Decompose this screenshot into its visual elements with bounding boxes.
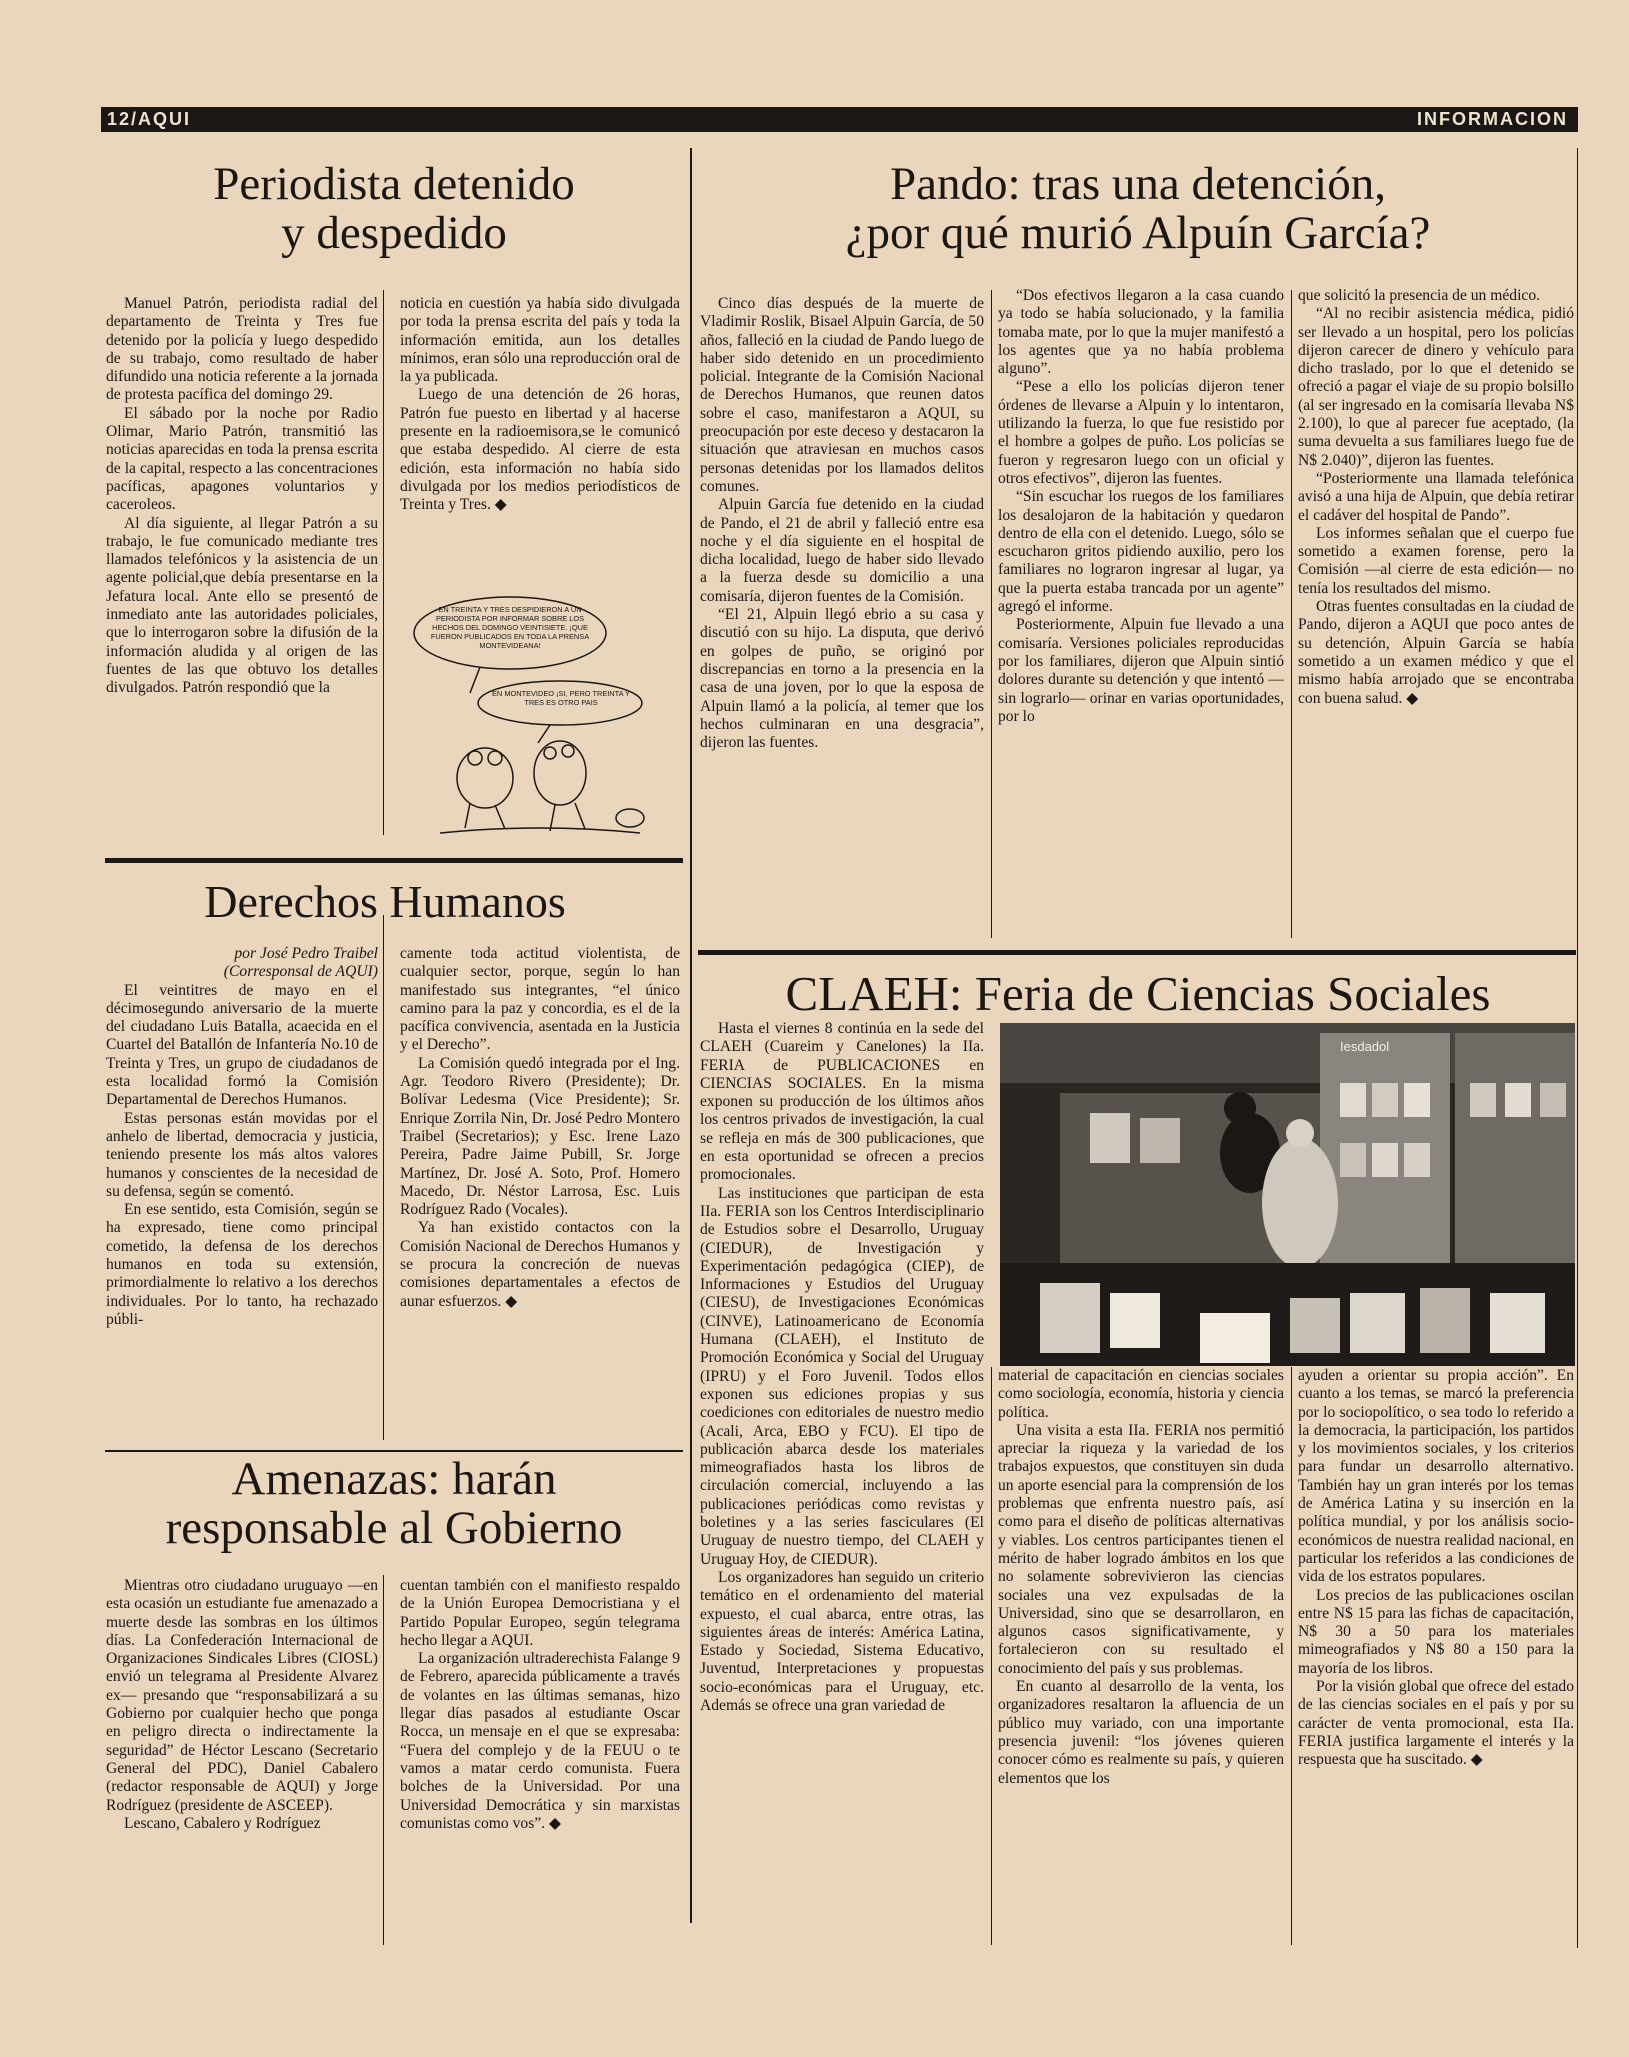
cartoon-speech-1: EN TREINTA Y TRES DESPIDIERON A UN PERIODISTA POR INFORMAR SOBRE LOS HECHOS DEL DOMINGO VEINTISIETE. ¡QUE FUERON PUBLICADOS EN TODA LA PRENSA MONTEVIDEANA! bbox=[430, 605, 590, 650]
paragraph: La Comisión quedó integrada por el Ing. Agr. Teodoro Rivero (Presidente); Dr. Bolívar Ledesma (Vice Presidente); Sr. Enrique Zorrila Nin, Dr. José Pedro Montero Traibel (Secretarios); y Esc. Irene Lazo Pereira, Padre Jaime Pubill, Sr. Jorge Martínez, Dr. José A. Soto, Prof. Homero Macedo, Dr. Néstor Larrosa, Esc. Luis Rodríguez Rado (Vocales). bbox=[400, 1054, 680, 1219]
article-column bbox=[1298, 1367, 1574, 1945]
column-divider bbox=[383, 290, 384, 835]
paragraph: Ya han existido contactos con la Comisión Nacional de Derechos Humanos y se procura la concreción de nuevas comisiones departamentales a efectos de aunar esfuerzos. ◆ bbox=[400, 1219, 680, 1310]
column-divider bbox=[383, 1575, 384, 1945]
section-rule bbox=[105, 1450, 683, 1452]
paragraph: cuentan también con el manifiesto respaldo de la Unión Europea Democristiana y el Partido Popular Europeo, según telegrama hecho llegar a AQUI. bbox=[400, 1577, 680, 1649]
paragraph: Una visita a esta IIa. FERIA nos permitió apreciar la riqueza y la variedad de los trabajos expuestos, que constituyen sin duda un aporte esencial para la comprensión de los problemas que enfrenta nuestro país, así como para el diseño de políticas alternativas y viables. Los centros participantes tienen el mérito de haber logrado ámbitos en los que no solamente sobrevivieron las ciencias sociales una vez expulsadas de la Universidad, sino que se desarrollaron, en algunos casos significativamente, y fortalecieron con su resultado el conocimiento del país y sus problemas. bbox=[998, 1421, 1284, 1677]
paragraph: “El 21, Alpuin llegó ebrio a su casa y discutió con su hijo. La disputa, que derivó en golpes de puño, se originó por discrepancias en torno a la presencia en la casa de una joven, por lo que la esposa de Alpuin llamó a la policía, al temer que los hechos culminaran en una desgracia”, dijeron las fuentes. bbox=[700, 606, 984, 752]
section-rule bbox=[105, 858, 683, 863]
paragraph: En ese sentido, esta Comisión, según se ha expresado, tiene como principal cometido, la defensa de los derechos humanos en toda su extensión, primordialmente lo relativo a los derechos individuales. Por lo tanto, ha rechazado públi- bbox=[106, 1201, 378, 1328]
column-divider bbox=[383, 915, 384, 1440]
cartoon-illustration bbox=[410, 593, 665, 838]
title-line: Periodista detenido bbox=[213, 158, 575, 210]
article-title bbox=[700, 160, 1576, 259]
paragraph: noticia en cuestión ya había sido divulgada por toda la prensa escrita del país y toda la información emitida, aun los detalles mínimos, eran sólo una reproducción oral de la ya publicada. bbox=[400, 295, 680, 386]
byline: (Corresponsal de AQUI) bbox=[223, 963, 378, 981]
paragraph: Por la visión global que ofrece del estado de las ciencias sociales en el país y por su carácter de venta promocional, esta IIa. FERIA justifica largamente el interés y la respuesta que ha suscitado. ◆ bbox=[1298, 1678, 1574, 1769]
column-divider bbox=[1577, 148, 1578, 1948]
photo-scene bbox=[1000, 1023, 1575, 1366]
article-column bbox=[700, 295, 984, 935]
title-line: Amenazas: harán bbox=[231, 1453, 557, 1505]
article-column bbox=[700, 1020, 984, 1945]
article-column bbox=[400, 1577, 680, 1945]
fair-photo bbox=[1000, 1023, 1575, 1366]
paragraph: Cinco días después de la muerte de Vladimir Roslik, Bisael Alpuin García, de 50 años, falleció en la ciudad de Pando luego de haber sido detenido en un procedimiento policial. Integrante de la Comisión Nacional de Derechos Humanos, que reunen datos sobre el caso, manifestaron a AQUI, su preocupación por este deceso y destacaron la situación que atraviesan en muchos casos personas detenidas por los llamados delitos comunes. bbox=[700, 295, 984, 495]
paragraph: El veintitres de mayo en el décimosegundo aniversario de la muerte del ciudadano Luis Batalla, acaecida en el Cuartel del Batallón de Infantería No.10 de Treinta y Tres, un grupo de ciudadanos de esta localidad formó la Comisión Departamental de Derechos Humanos. bbox=[106, 981, 378, 1109]
column-divider bbox=[1291, 1367, 1292, 1945]
paragraph: que solicitó la presencia de un médico. bbox=[1298, 287, 1541, 304]
article-column bbox=[998, 287, 1284, 935]
paragraph: Los precios de las publicaciones oscilan entre N$ 15 para las fichas de capacitación, N$ 30 a 50 para los materiales mimeografiados y N$ 80 a 150 para la mayoría de los libros. bbox=[1298, 1586, 1574, 1677]
paragraph: “Al no recibir asistencia médica, pidió ser llevado a un hospital, pero los policías dijeron carecer de dinero y vehículo para dicho traslado, por lo que el detenido se ofreció a pagar el viaje de su propio bolsillo (al ser ingresado en la comisaría llevaba N$ 2.100), lo que al parecer fue aceptado, (la suma devuelta a sus familiares luego fue de N$ 2.040)”, dijeron las fuentes. bbox=[1298, 305, 1574, 469]
page-header-bar bbox=[101, 107, 1578, 132]
paragraph: Otras fuentes consultadas en la ciudad de Pando, dijeron a AQUI que poco antes de su detención, Alpuin García se había sometido a un examen médico y que el mismo había arrojado que se encontraba con buena salud. ◆ bbox=[1298, 598, 1574, 707]
paragraph: ayuden a orientar su propia acción”. En cuanto a los temas, se marcó la preferencia por lo sociopolítico, o sea todo lo referido a la democracia, la participación, los partidos y los movimientos sociales, y los criterios para fundar un desarrollo alternativo. También hay un gran interés por los temas de América Latina y su inserción en la política mundial, y por los análisis socio-económicos de nuestra realidad nacional, en particular los referidos a las condiciones de vida de los estratos populares. bbox=[1298, 1367, 1574, 1586]
page-label: 12/AQUI bbox=[107, 109, 192, 129]
title-line: Pando: tras una detención, bbox=[890, 158, 1386, 210]
paragraph: Lescano, Cabalero y Rodríguez bbox=[124, 1814, 321, 1832]
paragraph: Las instituciones que participan de esta IIa. FERIA son los Centros Interdisciplinario de Estudios sobre el Desarrollo, Uruguay (CIEDUR), de Investigación y Experimentación pedagógica (CIEP), de Informaciones y Estudios del Uruguay (CIESU), de Investigaciones Económicas (CINVE), Latinoamericano de Economía Humana (CLAEH), el Instituto de Promoción Económica y Social del Uruguay (IPRU) y el Foro Juvenil. Todos ellos exponen sus ediciones propias y sus coediciones con editoriales de nuestro medio (Acali, Arca, EBO y FCU). El tipo de publicación abarca desde los materiales mimeografiados hasta los libros de circulación comercial, incluyendo a las publicaciones periódicas como revistas y boletines y a las series fasciculares (El Uruguay de nuestro tiempo, del CLAEH y Uruguay Hoy, de CIEDUR). bbox=[700, 1184, 984, 1568]
paragraph: “Sin escuchar los ruegos de los familiares los desalojaron de la habitación y quedaron dentro de ella con el detenido. Luego, sólo se escucharon gritos pidiendo auxilio, pero los familiares no lograron ingresar al lugar, ya que la puerta estaba trancada por un agente” agregó el informe. bbox=[998, 488, 1284, 616]
article-column bbox=[1298, 287, 1574, 935]
paragraph: Alpuin García fue detenido en la ciudad de Pando, el 21 de abril y falleció entre esa noche y el día siguiente en el hospital de dicha localidad, luego de haber sido llevado a la fuerza desde su domicilio a una comisaría, dijeron fuentes de la Comisión. bbox=[700, 496, 984, 605]
paragraph: Luego de una detención de 26 horas, Patrón fue puesto en libertad y al hacerse presente en la radioemisora,se le comunicó que estaba despedido. Al cierre de esta edición, esta información no había sido divulgada por los medios periodísticos de Treinta y Tres. ◆ bbox=[400, 386, 680, 514]
paragraph: material de capacitación en ciencias sociales como sociología, economía, historia y ciencia política. bbox=[998, 1367, 1284, 1421]
column-divider bbox=[991, 290, 992, 938]
paragraph: Manuel Patrón, periodista radial del departamento de Treinta y Tres fue detenido por la policía y luego despedido de su trabajo, como resultado de haber difundido una noticia referente a la jornada de protesta pacífica del domingo 29. bbox=[106, 295, 378, 404]
paragraph: El sábado por la noche por Radio Olimar, Mario Patrón, transmitió las noticias aparecidas en toda la prensa escrita de la capital, respecto a las concentraciones pacíficas, apagones voluntarios y caceroleos. bbox=[106, 404, 378, 514]
paragraph: Los informes señalan que el cuerpo fue sometido a examen forense, pero la Comisión —al cierre de esta edición— no tenía los resultados del mismo. bbox=[1298, 524, 1574, 597]
section-label: INFORMACION bbox=[1417, 109, 1568, 129]
paragraph: Estas personas están movidas por el anhelo de libertad, democracia y justicia, teniendo presente los más altos valores humanos y conscientes de la necesidad de su defensa, según se comentó. bbox=[106, 1109, 378, 1200]
paragraph: Mientras otro ciudadano uruguayo —en esta ocasión un estudiante fue amenazado a muerte desde las sombras en los últimos días. La Confederación Internacional de Organizaciones Sindicales Libres (CIOSL) envió un telegrama al Presidente Alvarez ex— presando que “responsabilizará a su Gobierno por cualquier hecho que ponga en peligro directa o indirectamente la seguridad” de Héctor Lescano (Secretario General del PDC), Daniel Cabalero (redactor responsable de AQUI) y Jorge Rodríguez (presidente de ASCEEP). bbox=[106, 1577, 378, 1814]
paragraph: La organización ultraderechista Falange 9 de Febrero, aparecida públicamente a través de volantes en las últimas semanas, hizo llegar días pasados al estudiante Oscar Rocca, un mensaje en el que se expresaba: “Fuera del complejo y de la FEUU o te vamos a matar cerdo comunista. Fuera bolches de la Universidad. Por una Universidad Democrática y sin marxistas comunistas como vos”. ◆ bbox=[400, 1650, 680, 1832]
column-divider bbox=[1291, 290, 1292, 938]
paragraph: “Pese a ello los policías dijeron tener órdenes de llevarse a Alpuin y lo intentaron, utilizando la fuerza, lo que fue resistido por el hombre a golpes de puño. Los policías se fueron y regresaron luego con un oficial y otros efectivos”, dijeron las fuentes. bbox=[998, 378, 1284, 487]
byline: por José Pedro Traibel bbox=[234, 945, 378, 962]
article-column bbox=[400, 295, 680, 585]
article-column bbox=[998, 1367, 1284, 1945]
photo-sign: Iesdadol bbox=[1340, 1039, 1390, 1054]
paragraph: Posteriormente, Alpuin fue llevado a una comisaría. Versiones policiales reproducidas por los familiares, dijeron que Alpuin sintió dolores durante su detención y que intentó —sin lograrlo— orinar en varias oportunidades, por lo bbox=[998, 616, 1284, 725]
title-line: responsable al Gobierno bbox=[165, 1502, 623, 1555]
title-line: ¿por qué murió Alpuín García? bbox=[845, 207, 1431, 260]
article-title: Derechos Humanos bbox=[204, 876, 566, 927]
article-column bbox=[106, 945, 378, 1440]
column-divider bbox=[991, 1367, 992, 1945]
article-title bbox=[105, 160, 683, 259]
paragraph: Al día siguiente, al llegar Patrón a su trabajo, le fue comunicado mediante tres llamados telefónicos y la asistencia de un agente policial,que debía presentarse en la Jefatura local. Ante ello se presentó de inmediato ante las autoridades policiales, que lo interrogaron sobre la difusión de la información aludida y al origen de las fuentes de las que obtuvo los detalles divulgados. Patrón respondió que la bbox=[106, 514, 378, 697]
article-column bbox=[400, 945, 680, 1440]
article-column bbox=[106, 1577, 378, 1945]
paragraph: “Posteriormente una llamada telefónica avisó a una hija de Alpuin, que debía retirar el cadáver del hospital de Pando”. bbox=[1298, 469, 1574, 524]
article-title: CLAEH: Feria de Ciencias Sociales bbox=[785, 966, 1491, 1021]
paragraph: camente toda actitud violentista, de cualquier sector, porque, según lo han manifestado sus integrantes, “el único camino para la paz y concordia, es el de la pacífica convivencia, asentada en la Justicia y el Derecho”. bbox=[400, 945, 680, 1054]
paragraph: “Dos efectivos llegaron a la casa cuando ya todo se había solucionado, y la familia tomaba mate, por lo que la mujer manifestó a los agentes que ya no había problema alguno”. bbox=[998, 287, 1284, 378]
paragraph: Hasta el viernes 8 continúa en la sede del CLAEH (Cuareim y Canelones) la IIa. FERIA de PUBLICACIONES en CIENCIAS SOCIALES. En la misma exponen su producción de los últimos años los centros privados de investigación, la cual se refleja en más de 300 publicaciones, que en esta oportunidad se ofrecen a precios promocionales. bbox=[700, 1020, 984, 1184]
article-title bbox=[105, 1455, 683, 1554]
column-divider bbox=[690, 148, 692, 1923]
paragraph: Los organizadores han seguido un criterio temático en el ordenamiento del material expuesto, el cual abarca, entre otras, las siguientes áreas de interés: América Latina, Estado y Sociedad, Sistema Educativo, Juventud, Interpretaciones y propuestas socio-económicas para el Uruguay, etc. Además se ofrece una gran variedad de bbox=[700, 1568, 984, 1714]
section-rule bbox=[698, 950, 1576, 955]
paragraph: En cuanto al desarrollo de la venta, los organizadores resaltaron la afluencia de un público muy variado, con una importante presencia juvenil: “los jóvenes quieren conocer cómo es realmente su país, y quieren elementos que los bbox=[998, 1678, 1284, 1787]
cartoon-speech-2: EN MONTEVIDEO ¡SI, PERO TREINTA Y TRES ES OTRO PAIS bbox=[492, 689, 630, 707]
article-column bbox=[106, 295, 378, 840]
title-line: y despedido bbox=[281, 207, 507, 260]
